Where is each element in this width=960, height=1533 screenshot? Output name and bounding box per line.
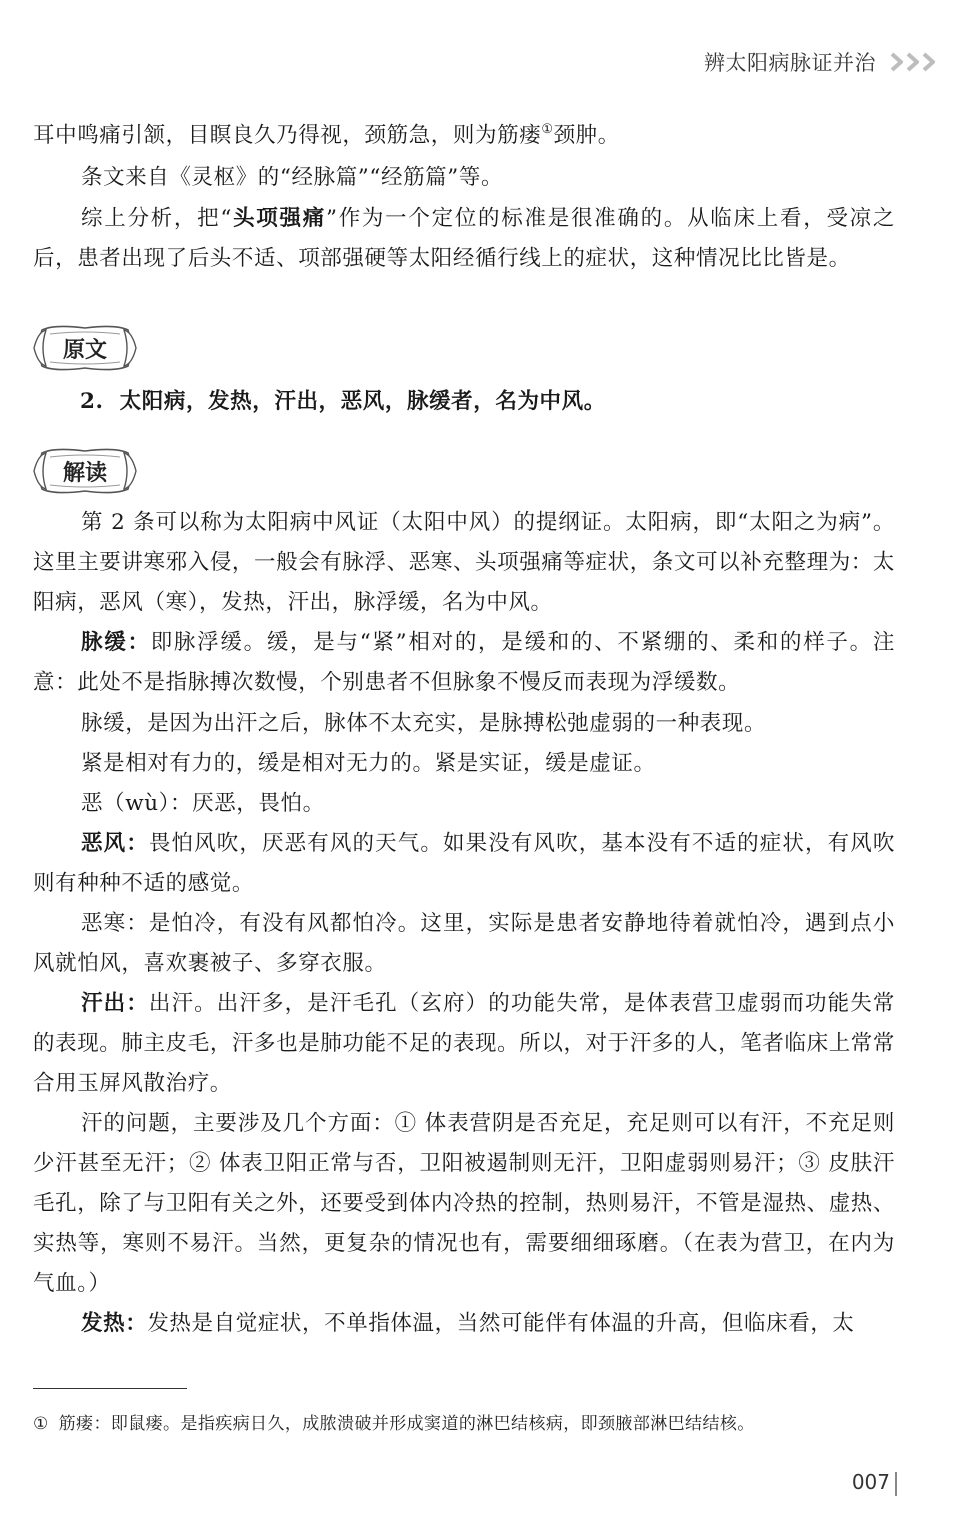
interpretation-paragraph-1: 第 2 条可以称为太阳病中风证（太阳中风）的提纲证。太阳病，即“太阳之为病”。这里主要讲寒邪入侵，一般会有脉浮、恶寒、头项强痛等症状，条文可以补充整理为：太阳病，恶风（寒），发热，汗出，脉浮缓，名为中风。 <box>33 510 895 615</box>
badge-label: 解读 <box>62 460 107 486</box>
term-definition: 发热是自觉症状，不单指体温，当然可能伴有体温的升高，但临床看，太 <box>147 1311 855 1336</box>
footnote <box>33 1409 755 1439</box>
page-number: 007 <box>851 1470 890 1494</box>
intro-quote-line <box>33 116 895 156</box>
source-paragraph: 条文来自《灵枢》的“经脉篇”“经筋篇”等。 <box>81 165 504 190</box>
clause-text <box>80 382 606 422</box>
running-header <box>704 46 936 78</box>
term-definition: 出汗。出汗多，是汗毛孔（玄府）的功能失常，是体表营卫虚弱而功能失常的表现。肺主皮毛，汗多也是肺功能不足的表现。所以，对于汗多的人，笔者临床上常常合用玉屏风散治疗。 <box>33 991 895 1096</box>
term-definition: 即脉浮缓。缓，是与“紧”相对的，是缓和的、不紧绷的、柔和的样子。注意：此处不是指脉搏次数慢，个别患者不但脉象不慢反而表现为浮缓数。 <box>33 630 895 695</box>
section-badge-original <box>30 322 140 374</box>
footnote-ref[interactable]: ① <box>541 122 554 137</box>
clause-body: 太阳病，发热，汗出，恶风，脉缓者，名为中风。 <box>119 389 606 414</box>
interpretation-paragraph-3: 脉缓，是因为出汗之后，脉体不太充实，是脉搏松弛虚弱的一种表现。 <box>81 711 767 736</box>
term-han-chu: 汗出： <box>81 991 149 1016</box>
page-number-divider <box>895 1472 897 1496</box>
footnote-mark: ① <box>33 1414 49 1434</box>
interpretation-paragraph-6 <box>33 824 895 904</box>
clause-number: 2. <box>80 389 104 414</box>
chevron-right-icon <box>922 52 936 72</box>
chevrons-icon <box>890 52 936 72</box>
interpretation-paragraph-5: 恶（wù）：厌恶，畏怕。 <box>81 791 325 816</box>
footnote-divider <box>33 1388 187 1389</box>
term-definition: 畏怕风吹，厌恶有风的天气。如果没有风吹，基本没有不适的症状，有风吹则有种种不适的感觉。 <box>33 831 895 896</box>
badge-label: 原文 <box>62 337 107 363</box>
term-wu-feng: 恶风： <box>81 831 149 856</box>
interpretation-paragraph-4: 紧是相对有力的，缓是相对无力的。紧是实证，缓是虚证。 <box>81 751 656 776</box>
interpretation-paragraph-10 <box>33 1304 895 1344</box>
footnote-text: 筋瘘：即鼠瘘。是指疾病日久，成脓溃破并形成窦道的淋巴结核病，即颈腋部淋巴结结核。 <box>58 1414 755 1434</box>
interpretation-paragraph-7: 恶寒：是怕冷，有没有风都怕冷。这里，实际是患者安静地待着就怕冷，遇到点小风就怕风，喜欢裹被子、多穿衣服。 <box>33 911 895 976</box>
interpretation-paragraph-9: 汗的问题，主要涉及几个方面：① 体表营阴是否充足，充足则可以有汗，不充足则少汗甚至无汗；② 体表卫阳正常与否，卫阳被遏制则无汗，卫阳虚弱则易汗；③ 皮肤汗毛孔，除了与卫阳有关之外，还要受到体内冷热的控制，热则易汗，不管是湿热、虚热、实热等，寒则不易汗。当然，更复杂的情况也有，需要细细琢磨。（在表为营卫，在内为气血。） <box>33 1111 895 1296</box>
interpretation-paragraph-2 <box>33 623 895 703</box>
analysis-paragraph <box>33 199 895 279</box>
interpretation-paragraph-8 <box>33 984 895 1104</box>
analysis-text-a: 综上分析，把“ <box>81 206 232 231</box>
section-badge-interpretation <box>30 445 140 497</box>
analysis-bold-term: 头项强痛 <box>231 206 326 231</box>
chevron-right-icon <box>906 52 920 72</box>
chevron-right-icon <box>890 52 904 72</box>
intro-line-text: 耳中鸣痛引颔，目瞑良久乃得视，颈筋急，则为筋瘘 <box>33 123 542 148</box>
chapter-title: 辨太阳病脉证并治 <box>704 51 876 75</box>
term-mai-huan: 脉缓： <box>81 630 151 655</box>
term-fa-re: 发热： <box>81 1311 148 1336</box>
analysis-text-b: ”作为一个定位的标准是很准确的。从临床上看，受凉之后，患者出现了后头不适、项部强硬等太阳经循行线上的症状，这种情况比比皆是。 <box>33 206 895 271</box>
intro-line-text-end: 颈肿。 <box>553 123 620 148</box>
